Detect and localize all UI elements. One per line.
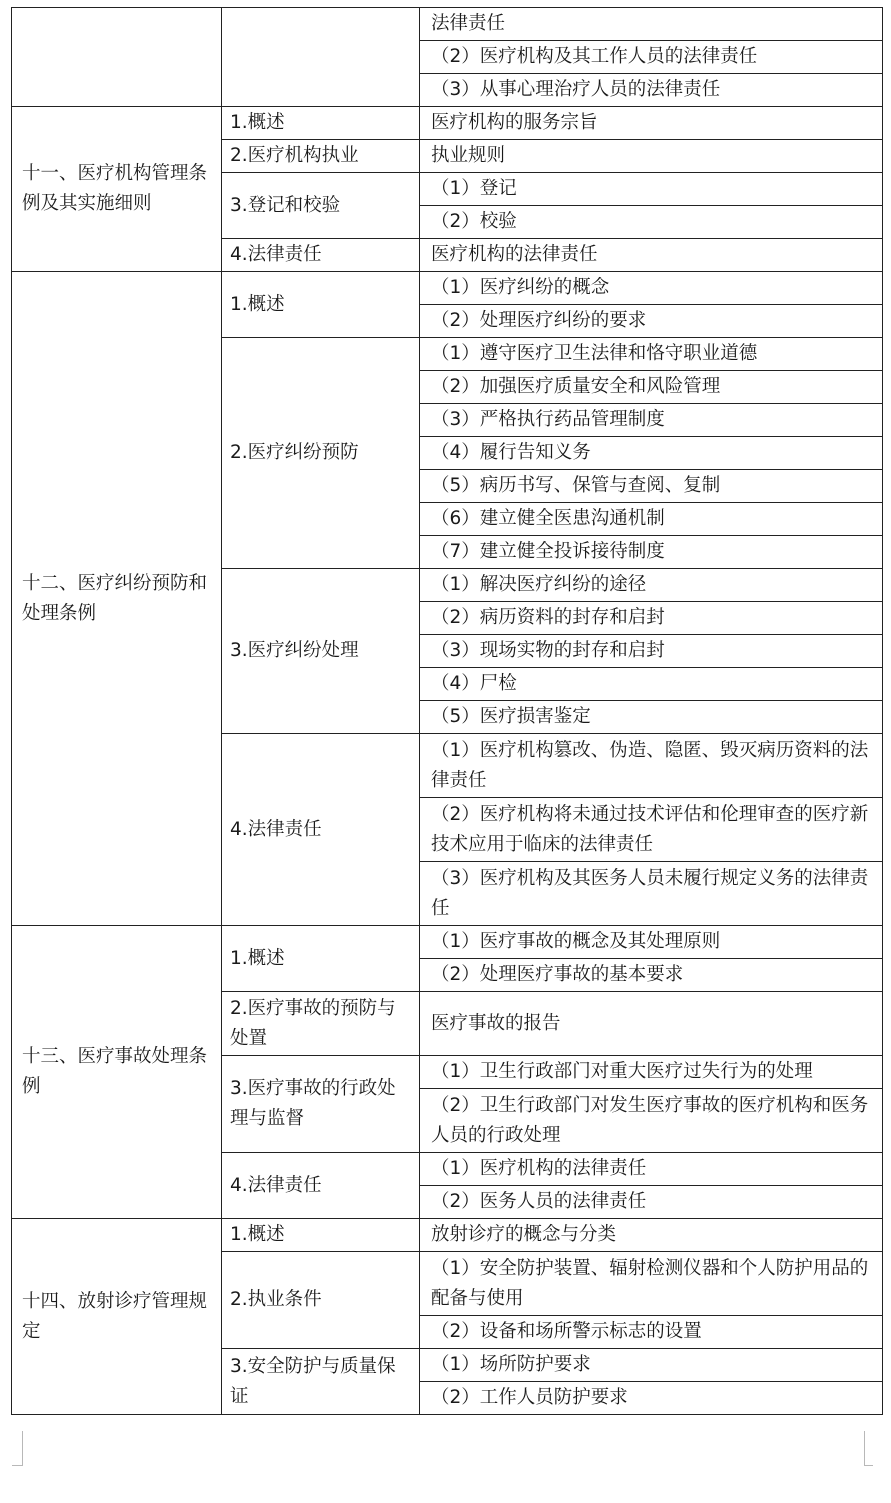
section-cell: 十二、医疗纠纷预防和处理条例	[12, 272, 222, 926]
item-cell: （4）履行告知义务	[420, 437, 883, 470]
item-cell: （2）处理医疗事故的基本要求	[420, 959, 883, 992]
item-cell: （1）卫生行政部门对重大医疗过失行为的处理	[420, 1056, 883, 1089]
item-cell: （3）医疗机构及其医务人员未履行规定义务的法律责任	[420, 862, 883, 926]
topic-cell: 4.法律责任	[222, 239, 420, 272]
topic-cell: 3.医疗纠纷处理	[222, 569, 420, 734]
syllabus-table	[11, 7, 883, 1415]
item-cell: （2）卫生行政部门对发生医疗事故的医疗机构和医务人员的行政处理	[420, 1089, 883, 1153]
item-cell: （1）登记	[420, 173, 883, 206]
section-cell: 十三、医疗事故处理条例	[12, 926, 222, 1219]
item-cell: 法律责任	[420, 8, 883, 41]
item-cell: （5）医疗损害鉴定	[420, 701, 883, 734]
table-row	[12, 926, 883, 959]
item-cell: （7）建立健全投诉接待制度	[420, 536, 883, 569]
topic-cell: 1.概述	[222, 272, 420, 338]
item-cell: （4）尸检	[420, 668, 883, 701]
topic-cell: 2.执业条件	[222, 1252, 420, 1349]
topic-cell: 1.概述	[222, 107, 420, 140]
table-row	[12, 1219, 883, 1252]
topic-cell: 4.法律责任	[222, 1153, 420, 1219]
item-cell: （2）设备和场所警示标志的设置	[420, 1316, 883, 1349]
item-cell: （2）处理医疗纠纷的要求	[420, 305, 883, 338]
item-cell: （1）医疗机构的法律责任	[420, 1153, 883, 1186]
item-cell: （2）医疗机构将未通过技术评估和伦理审查的医疗新技术应用于临床的法律责任	[420, 798, 883, 862]
item-cell: （2）病历资料的封存和启封	[420, 602, 883, 635]
item-cell: （2）医疗机构及其工作人员的法律责任	[420, 41, 883, 74]
item-cell: （3）现场实物的封存和启封	[420, 635, 883, 668]
item-cell: （1）解决医疗纠纷的途径	[420, 569, 883, 602]
item-cell: （1）医疗事故的概念及其处理原则	[420, 926, 883, 959]
topic-cell: 2.医疗机构执业	[222, 140, 420, 173]
topic-cell: 2.医疗纠纷预防	[222, 338, 420, 569]
topic-cell: 3.医疗事故的行政处理与监督	[222, 1056, 420, 1153]
item-cell: （1）遵守医疗卫生法律和恪守职业道德	[420, 338, 883, 371]
item-cell: 医疗机构的法律责任	[420, 239, 883, 272]
item-cell: 放射诊疗的概念与分类	[420, 1219, 883, 1252]
item-cell: （1）安全防护装置、辐射检测仪器和个人防护用品的配备与使用	[420, 1252, 883, 1316]
item-cell: 医疗机构的服务宗旨	[420, 107, 883, 140]
item-cell: 医疗事故的报告	[420, 992, 883, 1056]
topic-cell: 4.法律责任	[222, 734, 420, 926]
item-cell: 执业规则	[420, 140, 883, 173]
table-row	[12, 272, 883, 305]
section-cell: 十一、医疗机构管理条例及其实施细则	[12, 107, 222, 272]
item-cell: （5）病历书写、保管与查阅、复制	[420, 470, 883, 503]
item-cell: （2）校验	[420, 206, 883, 239]
item-cell: （2）工作人员防护要求	[420, 1382, 883, 1415]
item-cell: （1）场所防护要求	[420, 1349, 883, 1382]
item-cell: （2）加强医疗质量安全和风险管理	[420, 371, 883, 404]
topic-cell: 3.安全防护与质量保证	[222, 1349, 420, 1415]
item-cell: （1）医疗机构篡改、伪造、隐匿、毁灭病历资料的法律责任	[420, 734, 883, 798]
item-cell: （3）严格执行药品管理制度	[420, 404, 883, 437]
topic-cell: 1.概述	[222, 926, 420, 992]
topic-cell: 3.登记和校验	[222, 173, 420, 239]
page-corner-mark-left	[12, 1431, 23, 1466]
page-corner-mark-right	[864, 1431, 873, 1466]
item-cell: （2）医务人员的法律责任	[420, 1186, 883, 1219]
item-cell: （6）建立健全医患沟通机制	[420, 503, 883, 536]
topic-cell: 1.概述	[222, 1219, 420, 1252]
section-cell	[12, 8, 222, 107]
table-row	[12, 8, 883, 41]
item-cell: （1）医疗纠纷的概念	[420, 272, 883, 305]
item-cell: （3）从事心理治疗人员的法律责任	[420, 74, 883, 107]
topic-cell	[222, 8, 420, 107]
section-cell: 十四、放射诊疗管理规定	[12, 1219, 222, 1415]
table-row	[12, 107, 883, 140]
topic-cell: 2.医疗事故的预防与处置	[222, 992, 420, 1056]
